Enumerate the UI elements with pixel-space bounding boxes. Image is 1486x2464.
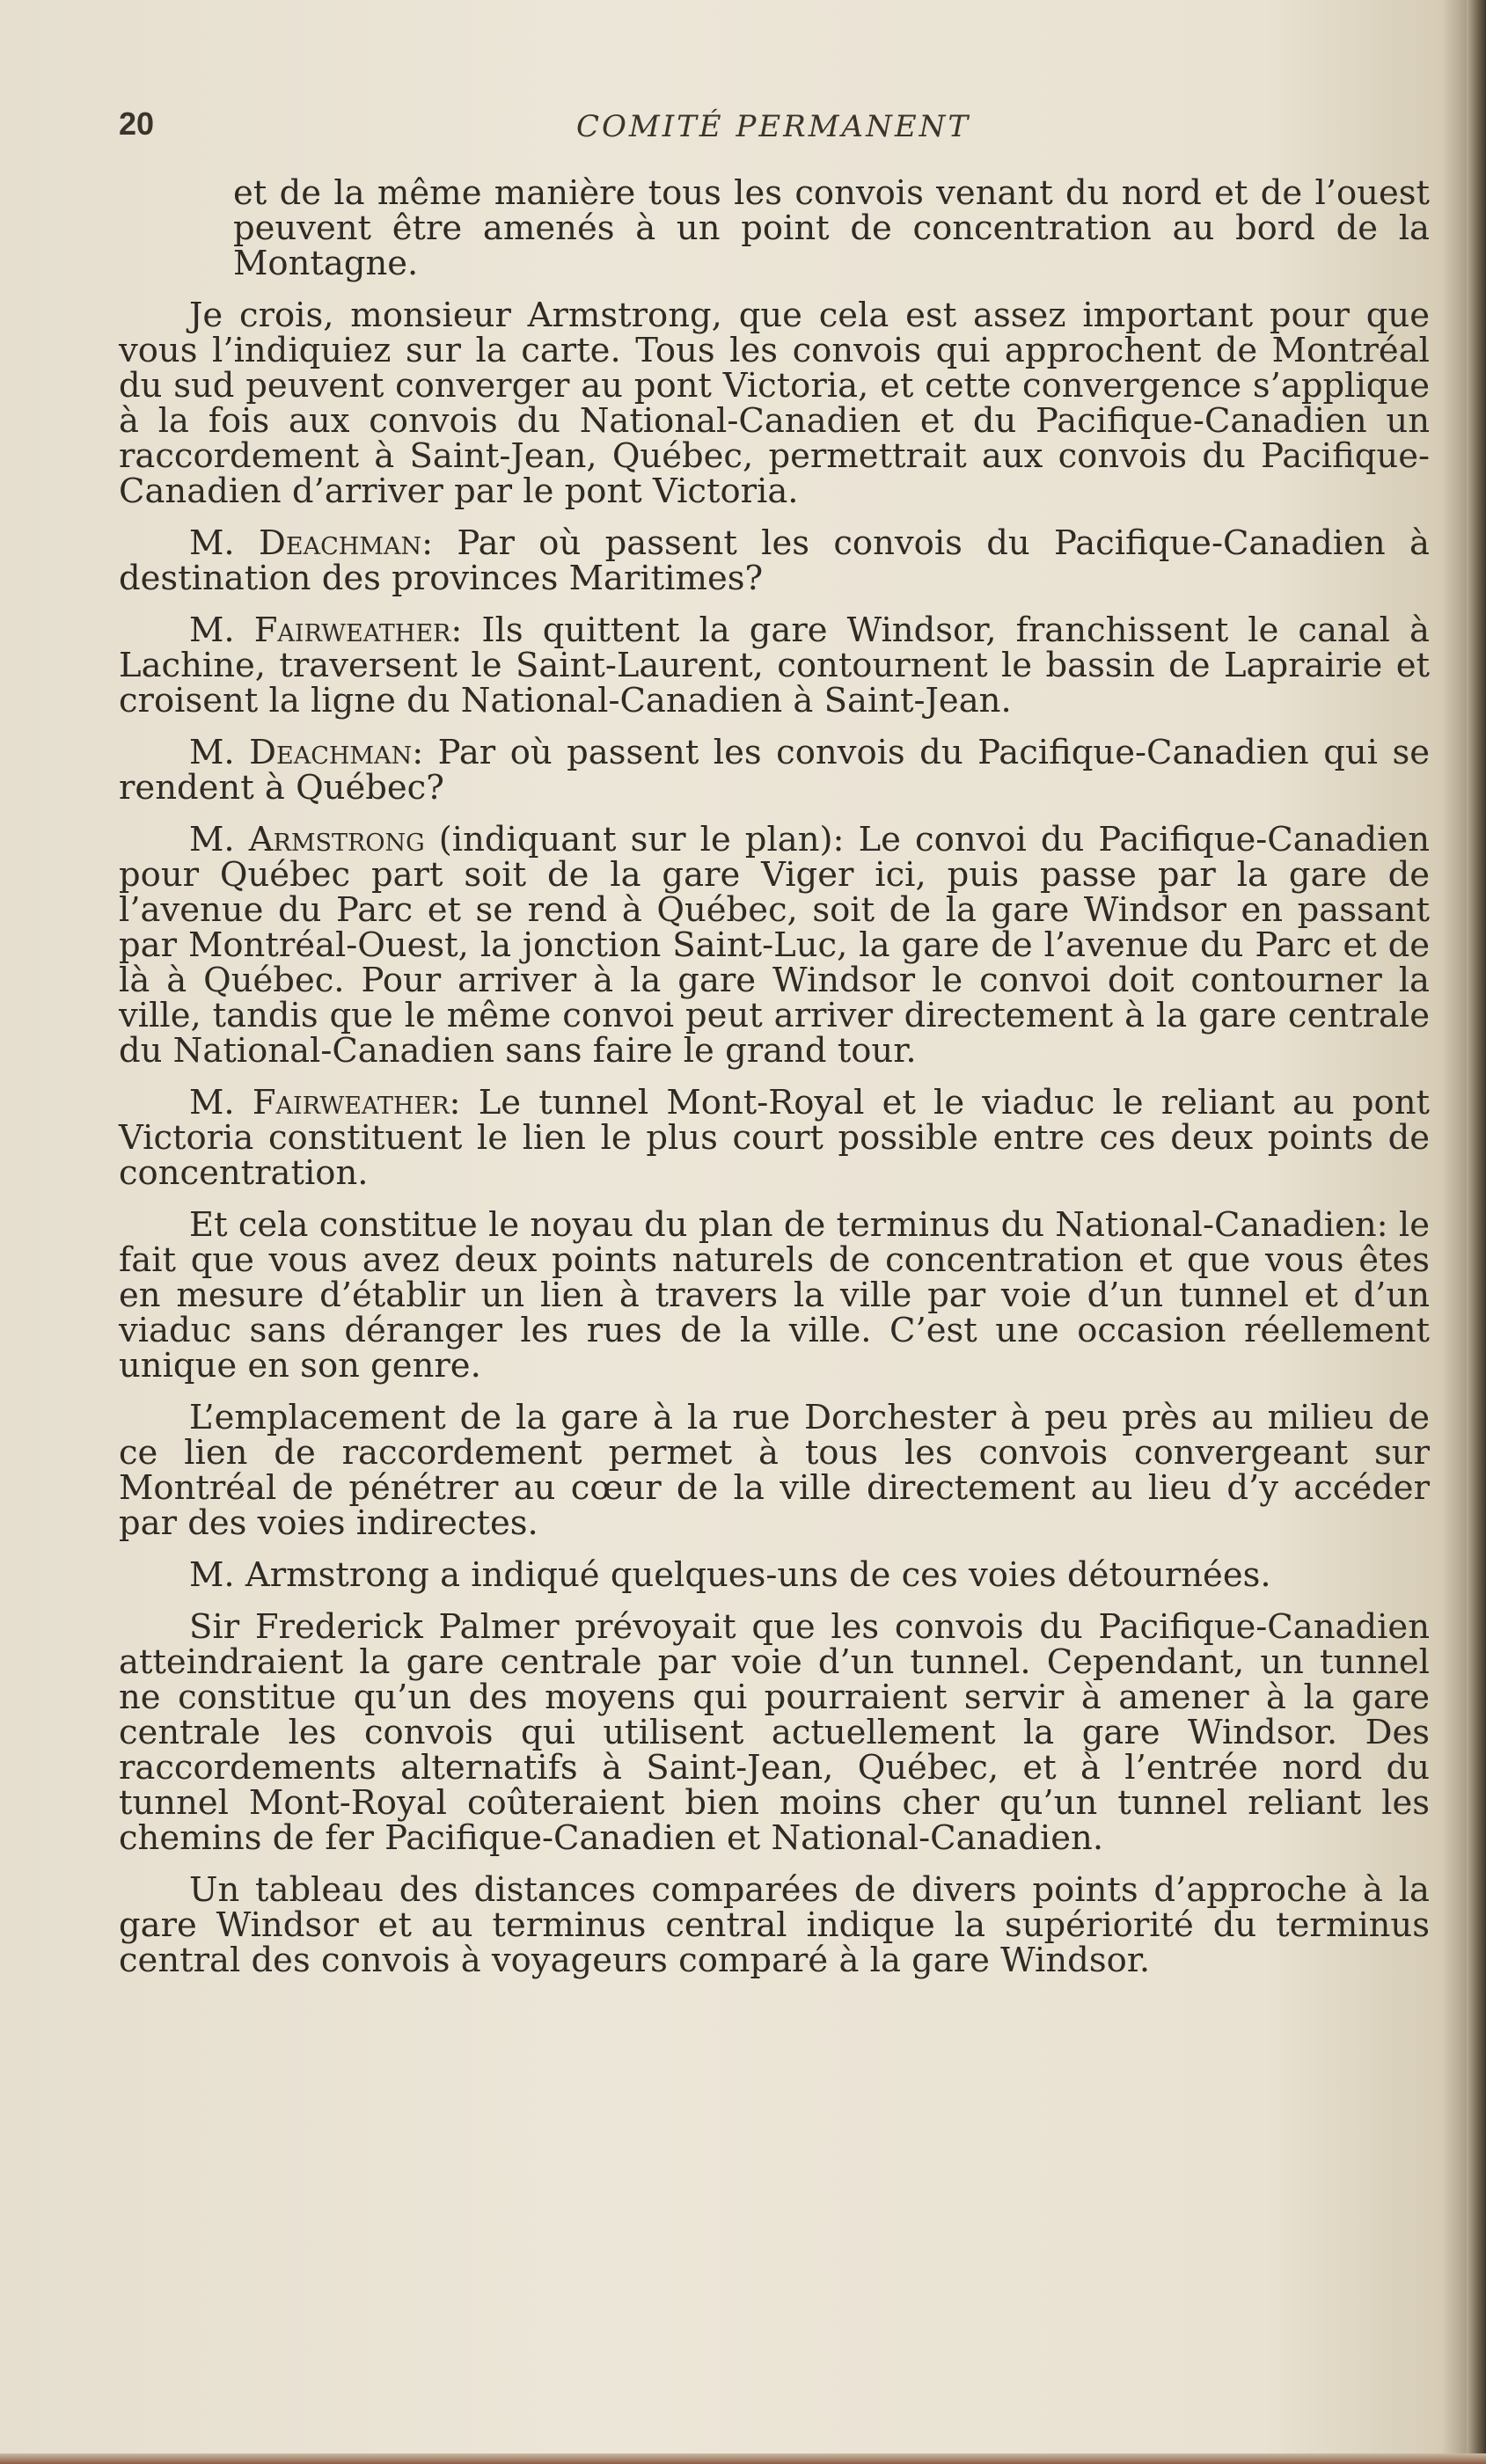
paragraph	[233, 173, 1430, 283]
speaker-name: M. Fairweather:	[189, 611, 463, 650]
paragraph-text: et de la même manière tous les convois venant du nord et de l’ouest peuvent être amenés à un point de concentration au bord de la Montagne.	[233, 173, 1430, 283]
paragraph	[119, 1205, 1430, 1386]
running-title: COMITÉ PERMANENT	[576, 109, 971, 144]
paragraph	[119, 298, 1430, 509]
paragraph	[119, 820, 1430, 1071]
paragraph	[119, 1607, 1430, 1858]
paragraph	[119, 1400, 1430, 1541]
page-number: 20	[119, 106, 155, 142]
paragraph-text: Et cela constitue le noyau du plan de terminus du National-Canadien: le fait que vous avez deux points naturels de concentration et que vous êtes en mesure d’établir un lien à travers la ville par voie d’un tunnel et d’un viaduc sans déranger les rues de la ville. C’est une occasion réellement unique en son genre.	[119, 1205, 1430, 1386]
speaker-name: M. Fairweather:	[189, 1083, 461, 1122]
paragraph-text: Ils quittent la gare Windsor, franchissent le canal à Lachine, traversent le Saint-Laurent, contournent le bassin de Laprairie et croisent la ligne du National-Canadien à Saint-Jean.	[119, 611, 1430, 720]
paragraph	[119, 1870, 1430, 1980]
paragraph-text: Je crois, monsieur Armstrong, que cela est assez important pour que vous l’indiquiez sur la carte. Tous les convois qui approchent de Montréal du sud peuvent converger au pont Victoria, et cette convergence s’applique à la fois aux convois du National-Canadien et du Pacifique-Canadien un raccordement à Saint-Jean, Québec, permettrait aux convois du Pacifique-Canadien d’arriver par le pont Victoria.	[119, 296, 1430, 511]
speaker-name: M. Deachman:	[189, 733, 424, 772]
paragraph-text: L’emplacement de la gare à la rue Dorchester à peu près au milieu de ce lien de raccordement permet à tous les convois convergeant sur Montréal de pénétrer au cœur de la ville directement au lieu d’y accéder par des voies indirectes.	[119, 1398, 1430, 1543]
paragraph	[119, 735, 1430, 806]
page-header	[119, 106, 1438, 158]
paragraph-text: Le tunnel Mont-Royal et le viaduc le reliant au pont Victoria constituent le lien le plus court possible entre ces deux points de concentration.	[119, 1083, 1430, 1193]
paragraph	[119, 1555, 1430, 1595]
speaker-name: M. Deachman:	[189, 523, 434, 563]
paragraph	[119, 523, 1430, 598]
paragraph-text: Un tableau des distances comparées de divers points d’approche à la gare Windsor et au terminus central indique la supériorité du terminus central des convois à voyageurs comparé à la gare Windsor.	[119, 1870, 1430, 1980]
paragraph-text: (indiquant sur le plan): Le convoi du Pacifique-Canadien pour Québec part soit de la gare Viger ici, puis passe par la gare de l’avenue du Parc et se rend à Québec, soit de la gare Windsor en passant par Montréal-Ouest, la jonction Saint-Luc, la gare de l’avenue du Parc et de là à Québec. Pour arriver à la gare Windsor le convoi doit contourner la ville, tandis que le même convoi peut arriver directement à la gare centrale du National-Canadien sans faire le grand tour.	[119, 820, 1430, 1071]
paragraph-text: M. Armstrong a indiqué quelques-uns de ces voies détournées.	[189, 1555, 1271, 1595]
page-bottom-edge	[0, 2453, 1486, 2464]
paragraph	[119, 613, 1430, 719]
page-edge-shadow	[1467, 0, 1486, 2464]
paragraph-text: Par où passent les convois du Pacifique-Canadien qui se rendent à Québec?	[119, 733, 1430, 808]
paragraph-text: Par où passent les convois du Pacifique-Canadien à destination des provinces Maritimes?	[119, 523, 1430, 598]
body-text	[119, 173, 1430, 1995]
paragraph	[119, 1083, 1430, 1193]
paragraph-text: Sir Frederick Palmer prévoyait que les convois du Pacifique-Canadien atteindraient la gare centrale par voie d’un tunnel. Cependant, un tunnel ne constitue qu’un des moyens qui pourraient servir à amener à la gare centrale les convois qui utilisent actuellement la gare Windsor. Des raccordements alternatifs à Saint-Jean, Québec, et à l’entrée nord du tunnel Mont-Royal coûteraient bien moins cher qu’un tunnel reliant les chemins de fer Pacifique-Canadien et National-Canadien.	[119, 1607, 1430, 1858]
speaker-name: M. Armstrong	[189, 820, 425, 859]
